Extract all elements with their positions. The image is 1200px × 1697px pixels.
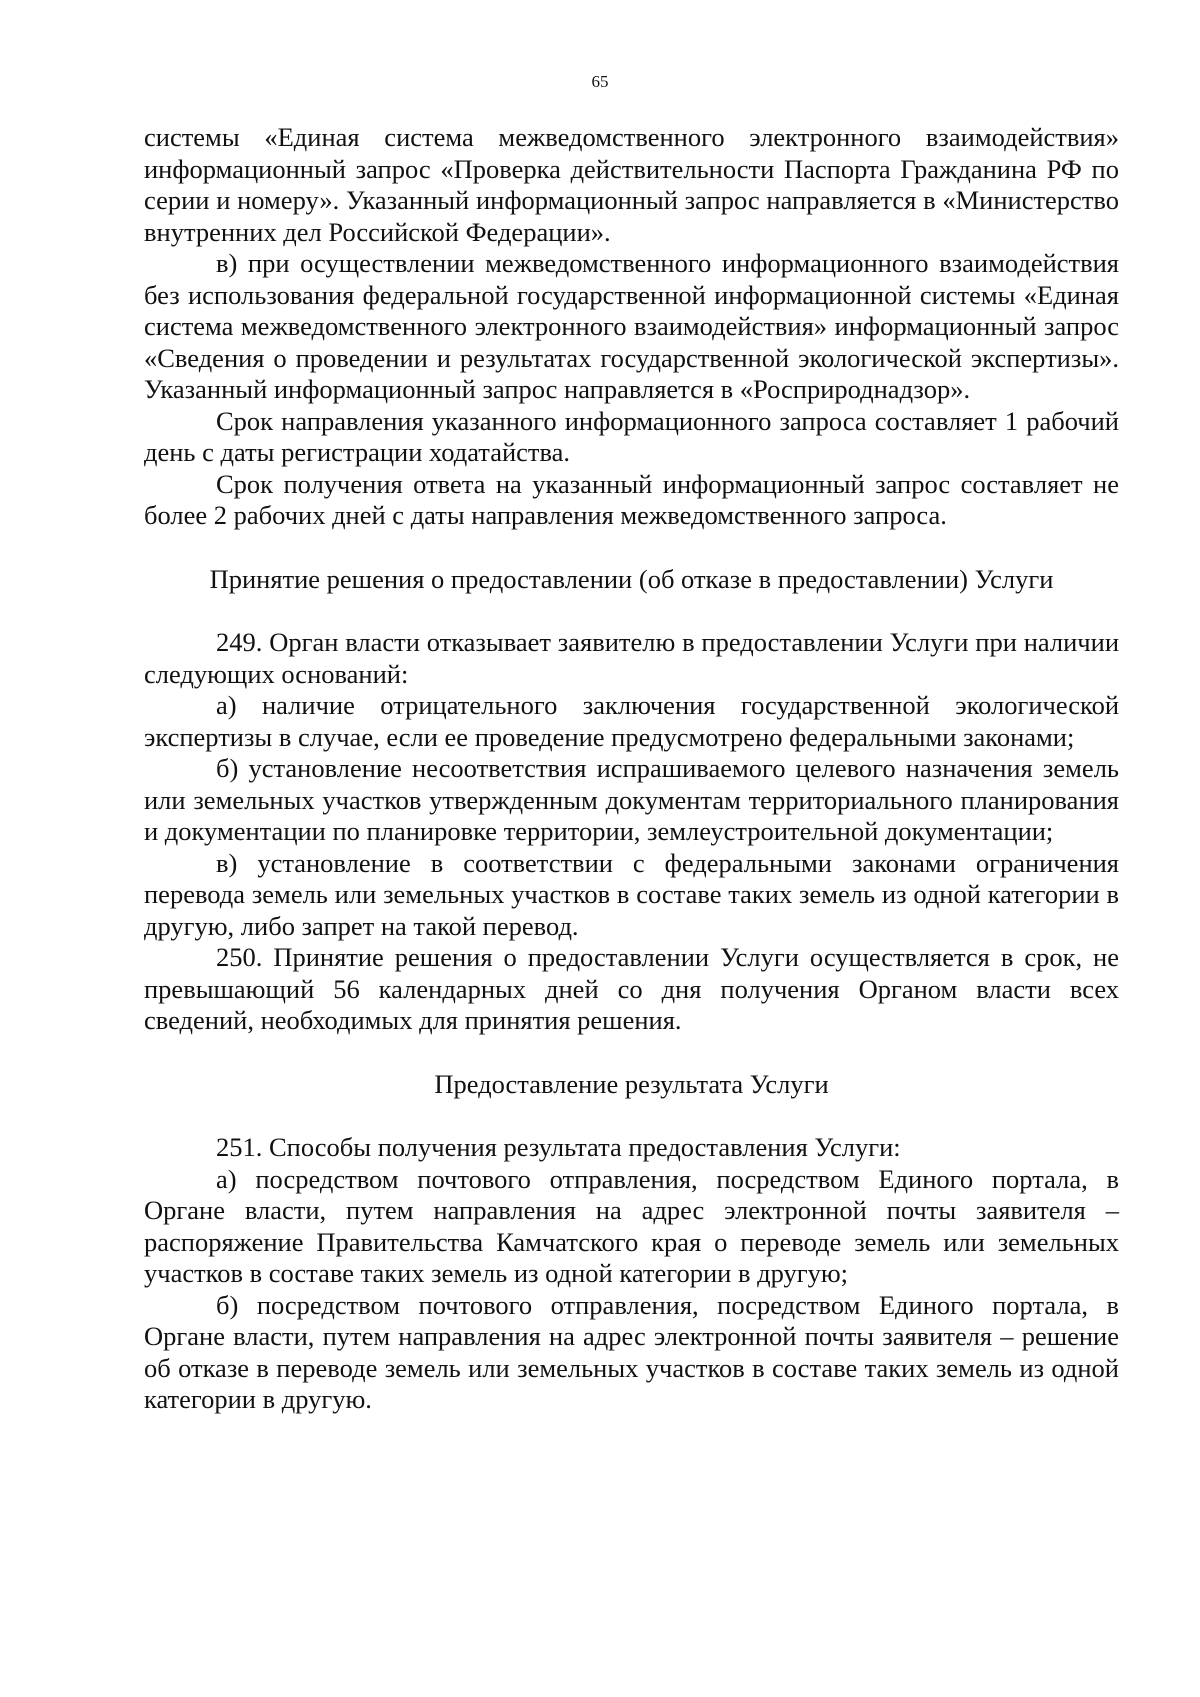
paragraph-250: 250. Принятие решения о предоставлении Услуги осуществляется в срок, не превышающий 56 календарных дней со дня получения Органом власти всех сведений, необходимых для принятия решения. xyxy=(144,942,1119,1035)
paragraph-251: 251. Способы получения результата предоставления Услуги: xyxy=(216,1132,901,1162)
paragraph-request-term: Срок направления указанного информационного запроса составляет 1 рабочий день с даты регистрации ходатайства. xyxy=(144,405,1119,467)
section-heading-decision: Принятие решения о предоставлении (об отказе в предоставлении) Услуги xyxy=(209,563,1054,594)
paragraph-continuation: системы «Единая система межведомственного электронного взаимодействия» информационный запрос «Проверка действительности Паспорта Гражданина РФ по серии и номеру». Указанный информационный запрос направляется в «Министерство внутренних дел Российской Федерации». xyxy=(144,122,1119,247)
paragraph-249: 249. Орган власти отказывает заявителю в предоставлении Услуги при наличии следующих оснований: xyxy=(144,627,1119,689)
paragraph-251-a: а) посредством почтового отправления, посредством Единого портала, в Органе власти, путем направления на адрес электронной почты заявителя – распоряжение Правительства Камчатского края о переводе земель или земельных участков в составе таких земель из одной категории в другую; xyxy=(144,1163,1119,1288)
paragraph-249-a: а) наличие отрицательного заключения государственной экологической экспертизы в случае, если ее проведение предусмотрено федеральными законами; xyxy=(144,690,1119,752)
paragraph-249-v: в) установление в соответствии с федеральными законами ограничения перевода земель или земельных участков в составе таких земель из одной категории в другую, либо запрет на такой перевод. xyxy=(144,847,1119,941)
paragraph-251-b: б) посредством почтового отправления, посредством Единого портала, в Органе власти, путем направления на адрес электронной почты заявителя – решение об отказе в переводе земель или земельных участков в составе таких земель из одной категории в другую. xyxy=(144,1289,1119,1414)
page-number: 65 xyxy=(591,72,609,91)
paragraph-item-v: в) при осуществлении межведомственного информационного взаимодействия без использования федеральной государственной информационной системы «Единая система межведомственного электронного взаимодействия» информационный запрос «Сведения о проведении и результатах государственной экологической экспертизы». Указанный информационный запрос направляется в «Росприроднадзор». xyxy=(144,248,1119,404)
paragraph-249-b: б) установление несоответствия испрашиваемого целевого назначения земель или земельных участков утвержденным документам территориального планирования и документации по планировке территории, землеустроительной документации; xyxy=(144,753,1119,846)
section-heading-result: Предоставление результата Услуги xyxy=(434,1068,829,1099)
paragraph-response-term: Срок получения ответа на указанный информационный запрос составляет не более 2 рабочих дней с даты направления межведомственного запроса. xyxy=(144,468,1119,530)
document-body xyxy=(144,122,1119,1416)
